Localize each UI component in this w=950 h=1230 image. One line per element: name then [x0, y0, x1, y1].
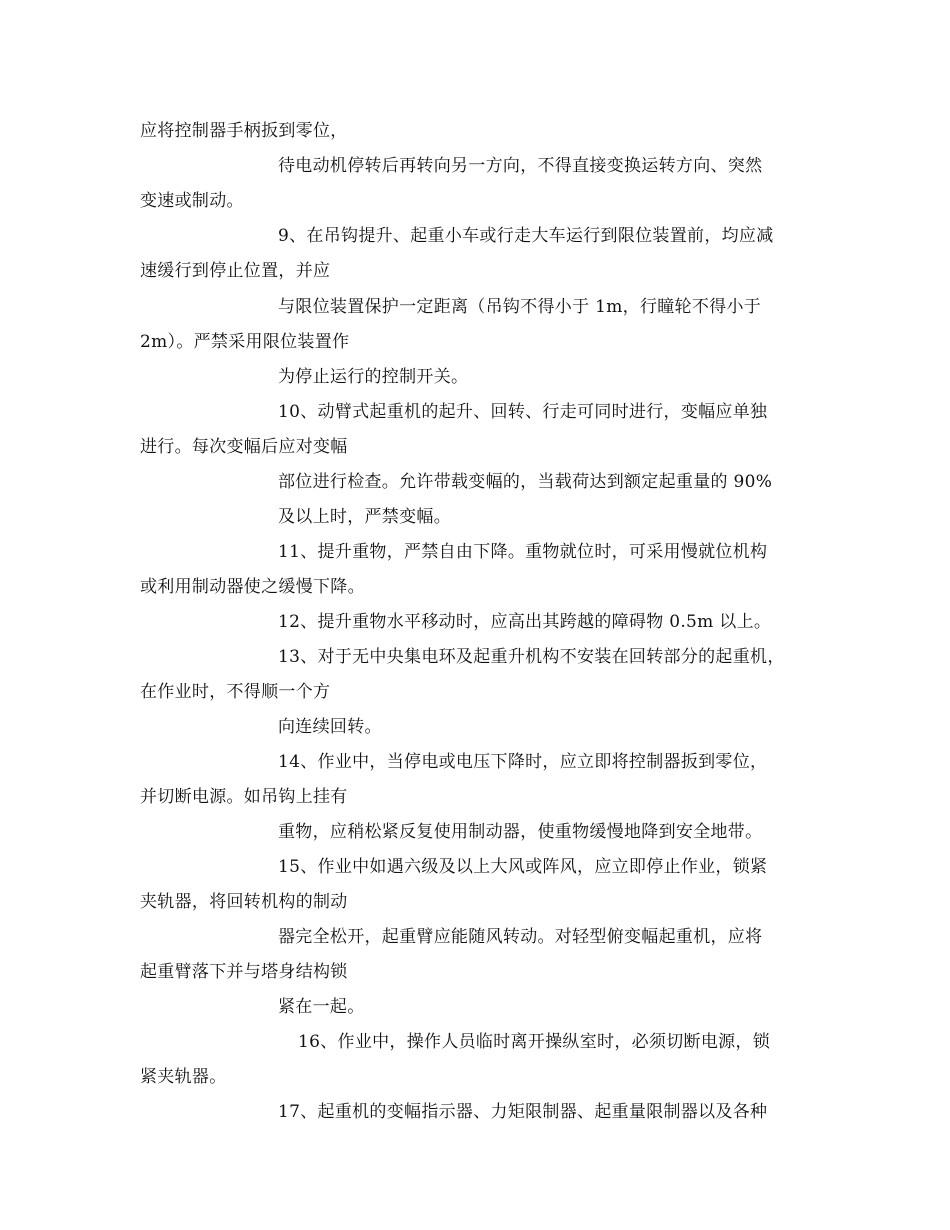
text-line: 应将控制器手柄扳到零位，: [140, 121, 348, 141]
text-line: 11、提升重物，严禁自由下降。重物就位时，可采用慢就位机构: [278, 542, 768, 562]
text-line: 或利用制动器使之缓慢下降。: [140, 577, 365, 597]
text-line: 14、作业中，当停电或电压下降时，应立即将控制器扳到零位，: [278, 752, 768, 772]
text-line: 及以上时，严禁变幅。: [278, 507, 451, 527]
text-line: 16、作业中，操作人员临时离开操纵室时，必须切断电源，锁: [298, 1032, 771, 1052]
text-line: 为停止运行的控制开关。: [278, 367, 469, 387]
text-line: 部位进行检查。允许带载变幅的，当载荷达到额定起重量的 90%: [278, 472, 773, 492]
text-line: 13、对于无中央集电环及起重升机构不安装在回转部分的起重机，: [278, 647, 785, 667]
text-line: 器完全松开，起重臂应能随风转动。对轻型俯变幅起重机，应将: [278, 927, 763, 947]
text-line: 与限位装置保护一定距离（吊钩不得小于 1m，行瞳轮不得小于: [278, 297, 762, 317]
text-line: 进行。每次变幅后应对变幅: [140, 437, 348, 457]
text-line: 变速或制动。: [140, 191, 244, 211]
text-line: 速缓行到停止位置，并应: [140, 261, 331, 281]
text-line: 17、起重机的变幅指示器、力矩限制器、起重量限制器以及各种: [278, 1102, 768, 1122]
text-line: 待电动机停转后再转向另一方向，不得直接变换运转方向、突然: [278, 156, 763, 176]
text-line: 夹轨器，将回转机构的制动: [140, 892, 348, 912]
text-line: 10、动臂式起重机的起升、回转、行走可同时进行，变幅应单独: [278, 402, 768, 422]
text-line: 在作业时，不得顺一个方: [140, 682, 331, 702]
text-line: 紧在一起。: [278, 997, 365, 1017]
text-line: 并切断电源。如吊钩上挂有: [140, 787, 348, 807]
text-line: 紧夹轨器。: [140, 1067, 227, 1087]
text-line: 向连续回转。: [278, 717, 382, 737]
text-line: 12、提升重物水平移动时，应高出其跨越的障碍物 0.5m 以上。: [278, 612, 772, 632]
text-line: 重物，应稍松紧反复使用制动器，使重物缓慢地降到安全地带。: [278, 822, 763, 842]
text-line: 15、作业中如遇六级及以上大风或阵风，应立即停止作业，锁紧: [278, 857, 768, 877]
text-line: 2m）。严禁采用限位装置作: [140, 332, 350, 352]
text-line: 9、在吊钩提升、起重小车或行走大车运行到限位装置前，均应减: [278, 226, 774, 246]
text-line: 起重臂落下并与塔身结构锁: [140, 962, 348, 982]
